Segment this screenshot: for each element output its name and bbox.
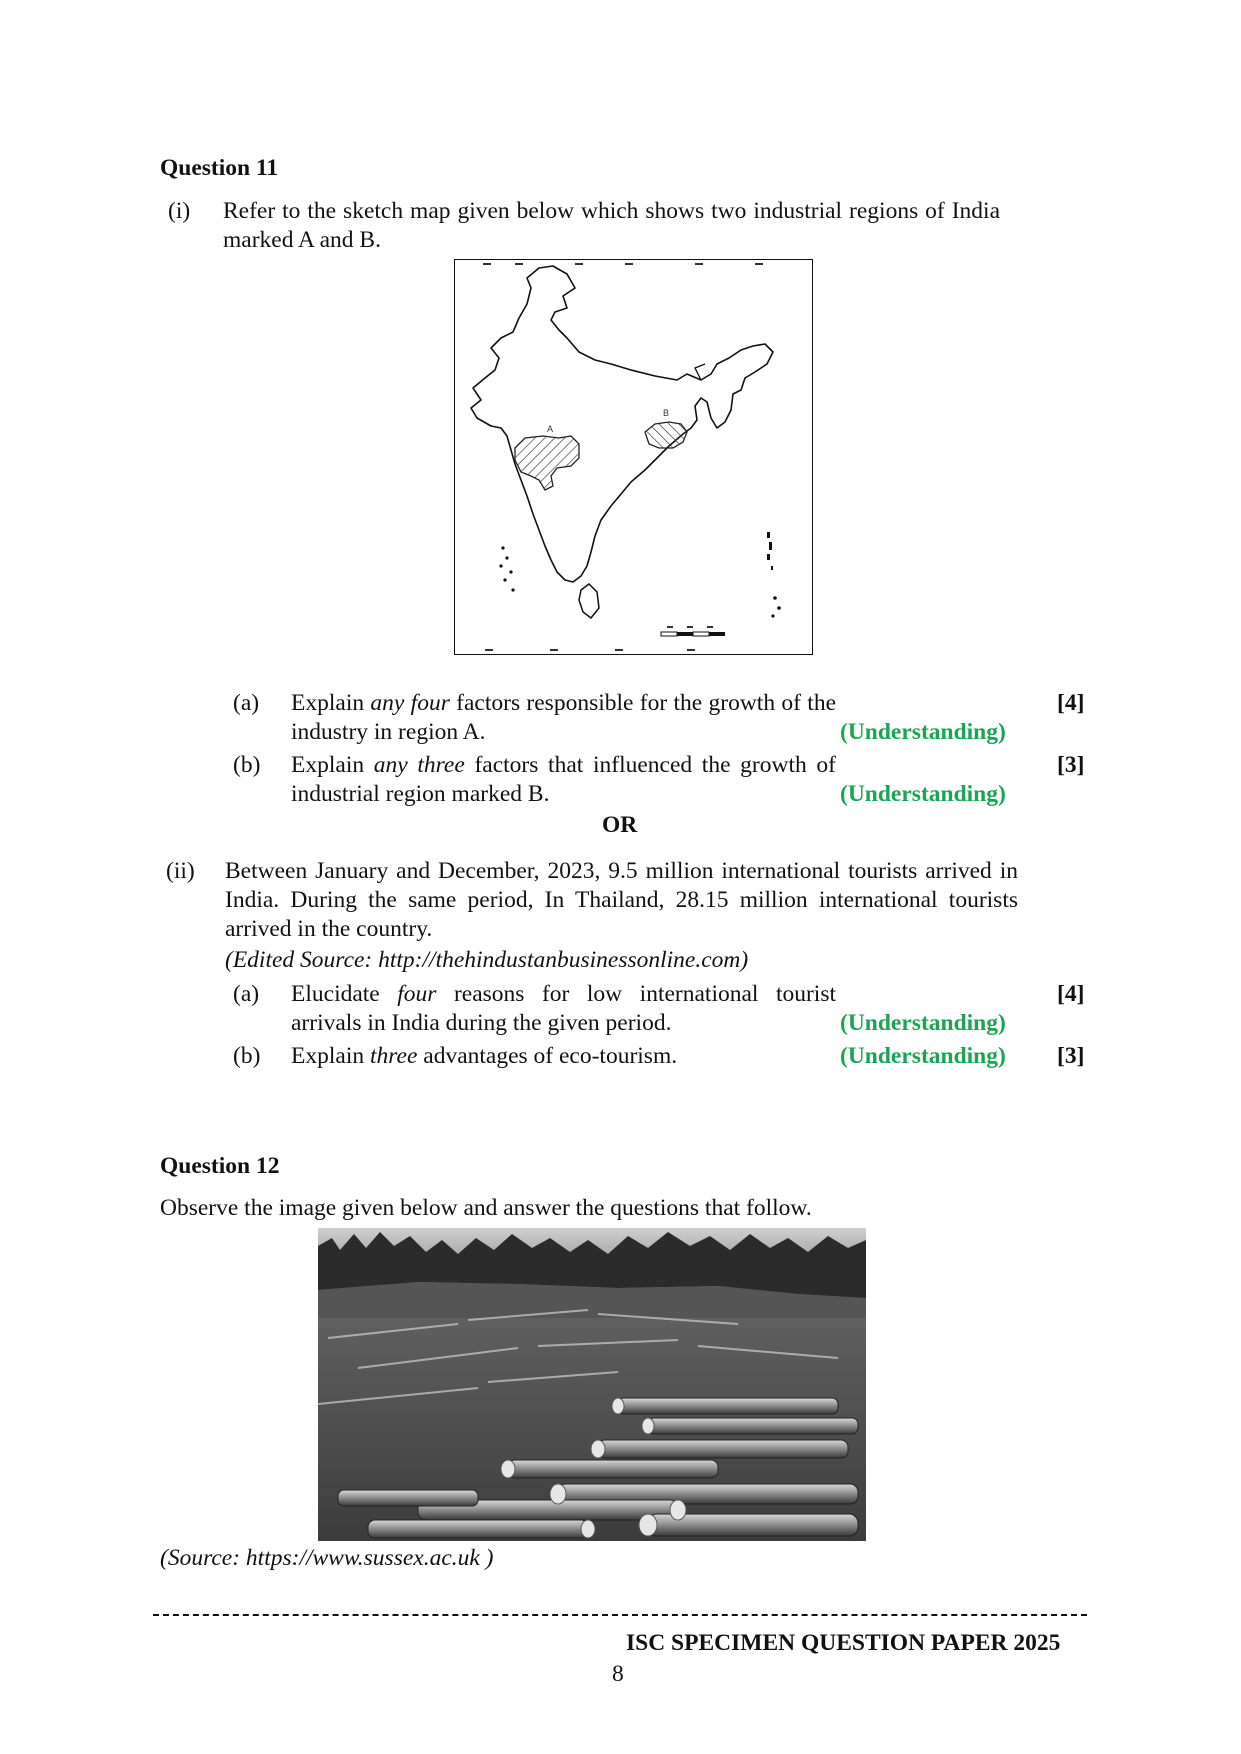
india-sketch-map [454,259,813,655]
part-ii-a-number: (a) [233,981,260,1007]
part-ii-a-text-post: reasons for low international tourist arrivals in India during the given period. [291,981,837,1036]
question-12-source: (Source: https://www.sussex.ac.uk ) [160,1545,494,1571]
part-i-b-number: (b) [233,752,261,778]
part-i-a-text-pre: Explain [291,690,371,716]
india-outline [471,266,773,582]
part-i-a-marks: [4] [1057,690,1085,716]
part-i-b-tag: (Understanding) [840,781,1006,807]
part-i-a-text [291,689,836,747]
footer-divider [153,1614,1087,1616]
part-ii-a-text [291,980,836,1038]
part-ii-b-text-emphasis: three [369,1043,418,1069]
part-i-a-number: (a) [233,690,260,716]
lakshadweep-islands [499,546,514,591]
sri-lanka-outline [579,584,599,618]
part-ii-b-tag: (Understanding) [840,1043,1006,1069]
part-i-text: Refer to the sketch map given below which shows two industrial regions of India marked A and B. [223,198,1000,253]
region-a-label: A [547,424,554,434]
deforestation-photo [318,1228,866,1541]
part-i-number: (i) [168,198,191,224]
part-ii-a-text-pre: Elucidate [291,981,398,1007]
part-ii-b-text-post: advantages of eco-tourism. [417,1043,678,1069]
part-ii-a-text-emphasis: four [397,981,437,1007]
page-number: 8 [612,1661,624,1687]
or-separator: OR [602,812,638,838]
question-12-intro: Observe the image given below and answer the questions that follow. [160,1195,812,1221]
region-b-hatched [645,422,687,448]
part-ii-b-number: (b) [233,1043,261,1069]
part-ii-a-tag: (Understanding) [840,1010,1006,1036]
part-ii-source: (Edited Source: http://thehindustanbusinessonline.com) [225,947,749,973]
part-i-b-marks: [3] [1057,752,1085,778]
part-ii-number: (ii) [166,858,195,884]
question-11-heading: Question 11 [160,155,279,181]
region-a-hatched [515,436,579,490]
part-i-b-text-pre: Explain [291,752,374,778]
part-i-b-text-post: factors that influenced the growth of industrial region marked B. [291,752,836,807]
part-i-b-text [291,751,836,809]
question-12-heading: Question 12 [160,1153,280,1179]
india-map-svg [455,260,812,654]
map-scale-bar [661,626,725,636]
part-ii-b-text-pre: Explain [291,1043,370,1069]
part-ii-text: Between January and December, 2023, 9.5 million international tourists arrived in India. During the same period, In Thailand, 28.15 million international tourists arrived in the country. [225,858,1018,942]
region-b-label: B [663,408,670,418]
part-ii-b-text [291,1042,677,1071]
footer-title: ISC SPECIMEN QUESTION PAPER 2025 [626,1630,1061,1656]
part-ii-b-marks: [3] [1057,1043,1085,1069]
part-i-a-text-emphasis: any four [370,690,450,716]
part-i-a-text-post: factors responsible for the growth of the industry in region A. [291,690,836,745]
andaman-nicobar-islands [767,532,781,618]
part-i-a-tag: (Understanding) [840,719,1006,745]
deforestation-photo-svg [318,1228,866,1541]
part-ii-a-marks: [4] [1057,981,1085,1007]
part-i-b-text-emphasis: any three [373,752,465,778]
